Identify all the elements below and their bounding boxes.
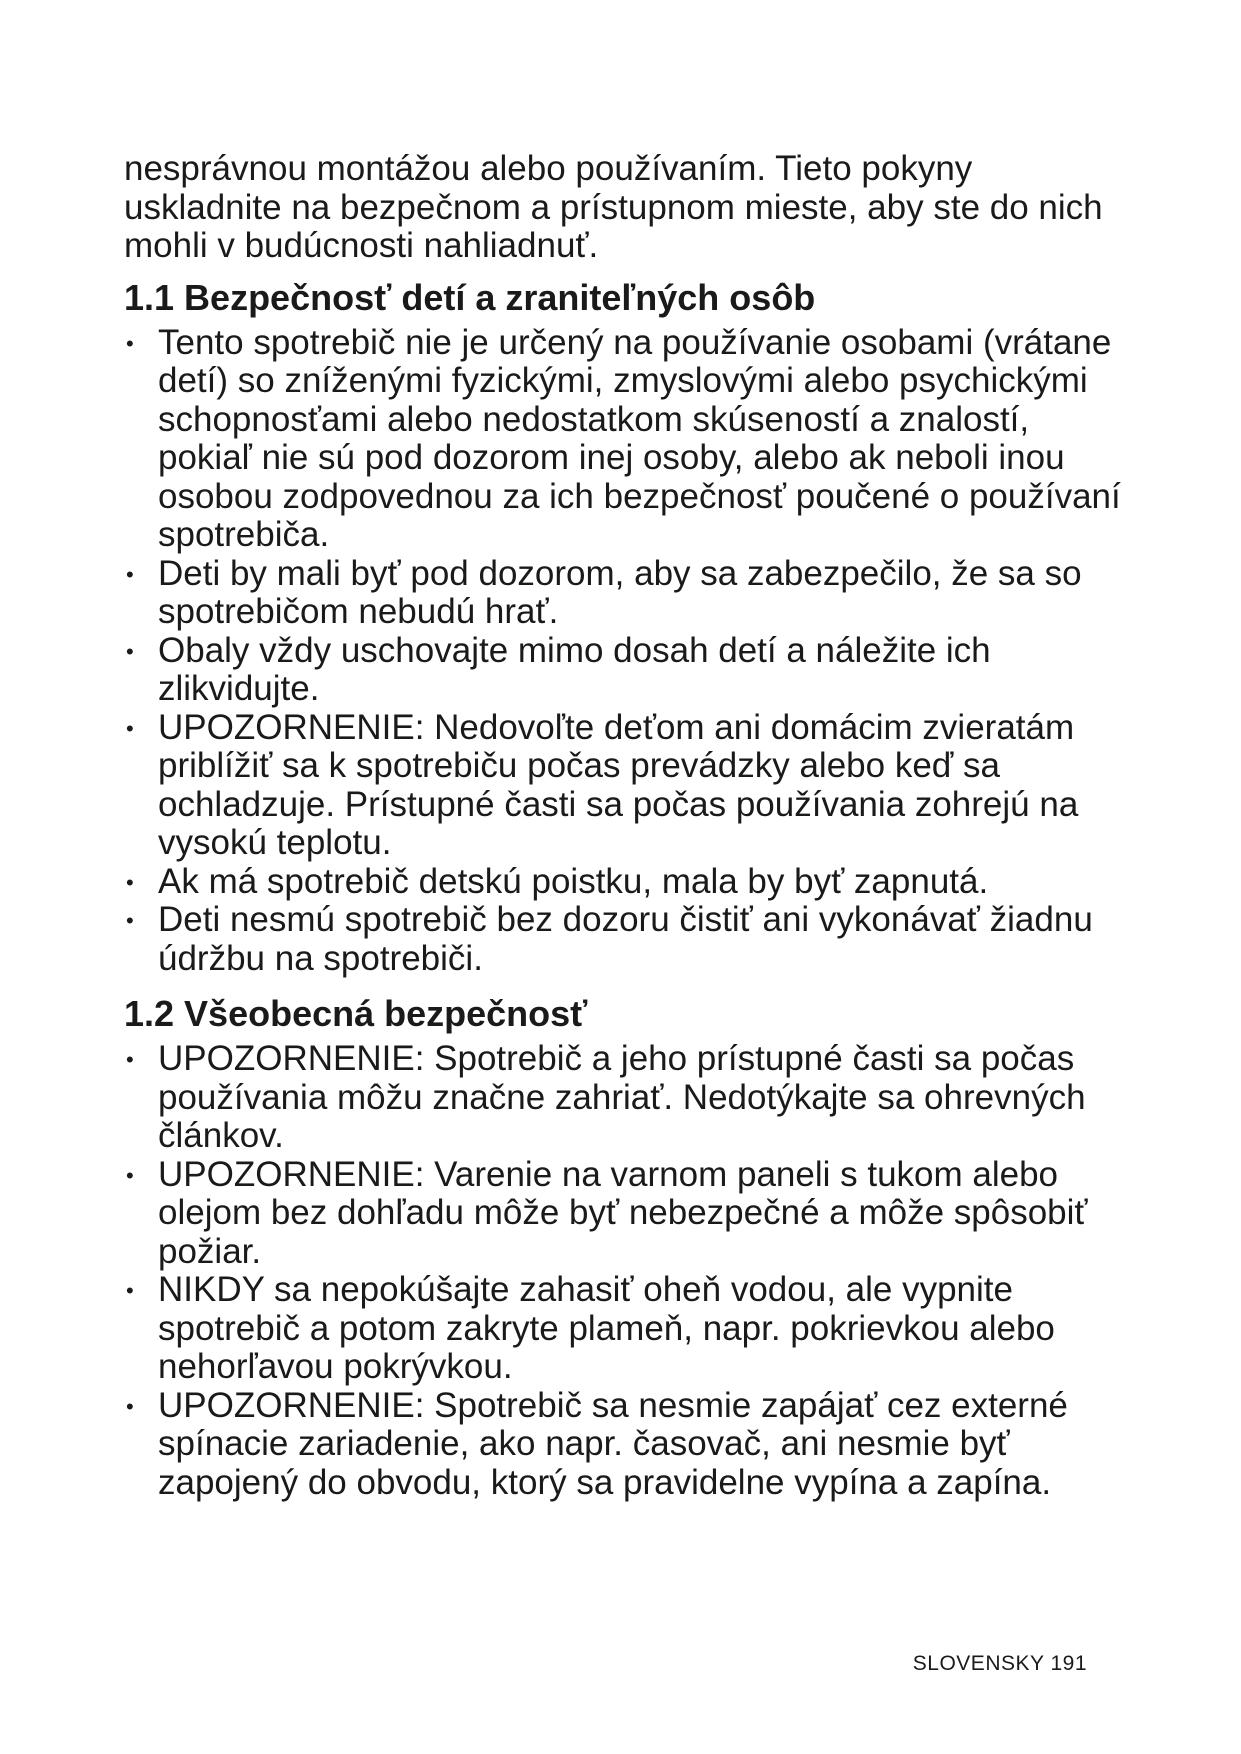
intro-paragraph: nesprávnou montážou alebo používaním. Tieto pokyny uskladnite na bezpečnom a prístupnom mieste, aby ste do nich mohli v budúcnosti nahliadnuť. bbox=[124, 149, 1103, 265]
bullet-icon: • bbox=[126, 715, 134, 741]
bullet-icon: • bbox=[126, 869, 134, 895]
list-item bbox=[124, 1156, 1124, 1272]
list-item bbox=[124, 1040, 1124, 1156]
list-item bbox=[124, 863, 1124, 902]
list-item-text: Tento spotrebič nie je určený na používanie osobami (vrátane detí) so zníženými fyzickými, zmyslovými alebo psychickými schopnosťami alebo nedostatkom skúseností a znalostí, pokiaľ nie sú pod dozorom inej osoby, alebo ak neboli inou osobou zodpovednou za ich bezpečnosť poučené o používaní spotrebiča. bbox=[158, 322, 1121, 554]
section-heading-child-safety: 1.1 Bezpečnosť detí a zraniteľných osôb bbox=[124, 276, 816, 318]
general-safety-list bbox=[124, 1040, 1124, 1502]
bullet-icon: • bbox=[126, 1047, 134, 1072]
list-item-text: UPOZORNENIE: Nedovoľte deťom ani domácim zvieratám priblížiť sa k spotrebiču počas prevádzky alebo keď sa ochladzuje. Prístupné časti sa počas používania zohrejú na vysokú teplotu. bbox=[158, 707, 1079, 862]
bullet-icon: • bbox=[126, 1393, 134, 1419]
list-item-text: NIKDY sa nepokúšajte zahasiť oheň vodou, ale vypnite spotrebič a potom zakryte plameň, napr. pokrievkou alebo nehorľavou pokrývkou. bbox=[158, 1270, 1055, 1386]
list-item bbox=[124, 709, 1124, 863]
list-item bbox=[124, 632, 1124, 709]
list-item-text: Deti nesmú spotrebič bez dozoru čistiť ani vykonávať žiadnu údržbu na spotrebiči. bbox=[158, 900, 1093, 978]
list-item bbox=[124, 1387, 1124, 1503]
bullet-icon: • bbox=[126, 330, 134, 356]
list-item-text: Ak má spotrebič detskú poistku, mala by byť zapnutá. bbox=[158, 861, 989, 901]
child-safety-list bbox=[124, 324, 1124, 979]
list-item-text: Obaly vždy uschovajte mimo dosah detí a náležite ich zlikvidujte. bbox=[158, 630, 991, 708]
list-item bbox=[124, 901, 1124, 978]
list-item bbox=[124, 324, 1124, 555]
bullet-icon: • bbox=[126, 1278, 134, 1303]
list-item bbox=[124, 555, 1124, 632]
bullet-icon: • bbox=[126, 1162, 134, 1188]
bullet-icon: • bbox=[126, 561, 134, 587]
list-item bbox=[124, 1271, 1124, 1387]
page-footer: SLOVENSKY 191 bbox=[912, 1652, 1087, 1675]
list-item-text: UPOZORNENIE: Spotrebič sa nesmie zapájať cez externé spínacie zariadenie, ako napr. časovač, ani nesmie byť zapojený do obvodu, ktorý sa pravidelne vypína a zapína. bbox=[158, 1385, 1068, 1502]
section-heading-general-safety: 1.2 Všeobecná bezpečnosť bbox=[124, 993, 588, 1034]
list-item-text: Deti by mali byť pod dozorom, aby sa zabezpečilo, že sa so spotrebičom nebudú hrať. bbox=[158, 553, 1082, 631]
bullet-icon: • bbox=[126, 638, 134, 664]
bullet-icon: • bbox=[126, 908, 134, 933]
list-item-text: UPOZORNENIE: Spotrebič a jeho prístupné časti sa počas používania môžu značne zahriať. Nedotýkajte sa ohrevných článkov. bbox=[158, 1039, 1086, 1155]
page-content bbox=[124, 150, 1124, 1502]
list-item-text: UPOZORNENIE: Varenie na varnom paneli s tukom alebo olejom bez dohľadu môže byť nebezpečné a môže spôsobiť požiar. bbox=[158, 1154, 1088, 1271]
